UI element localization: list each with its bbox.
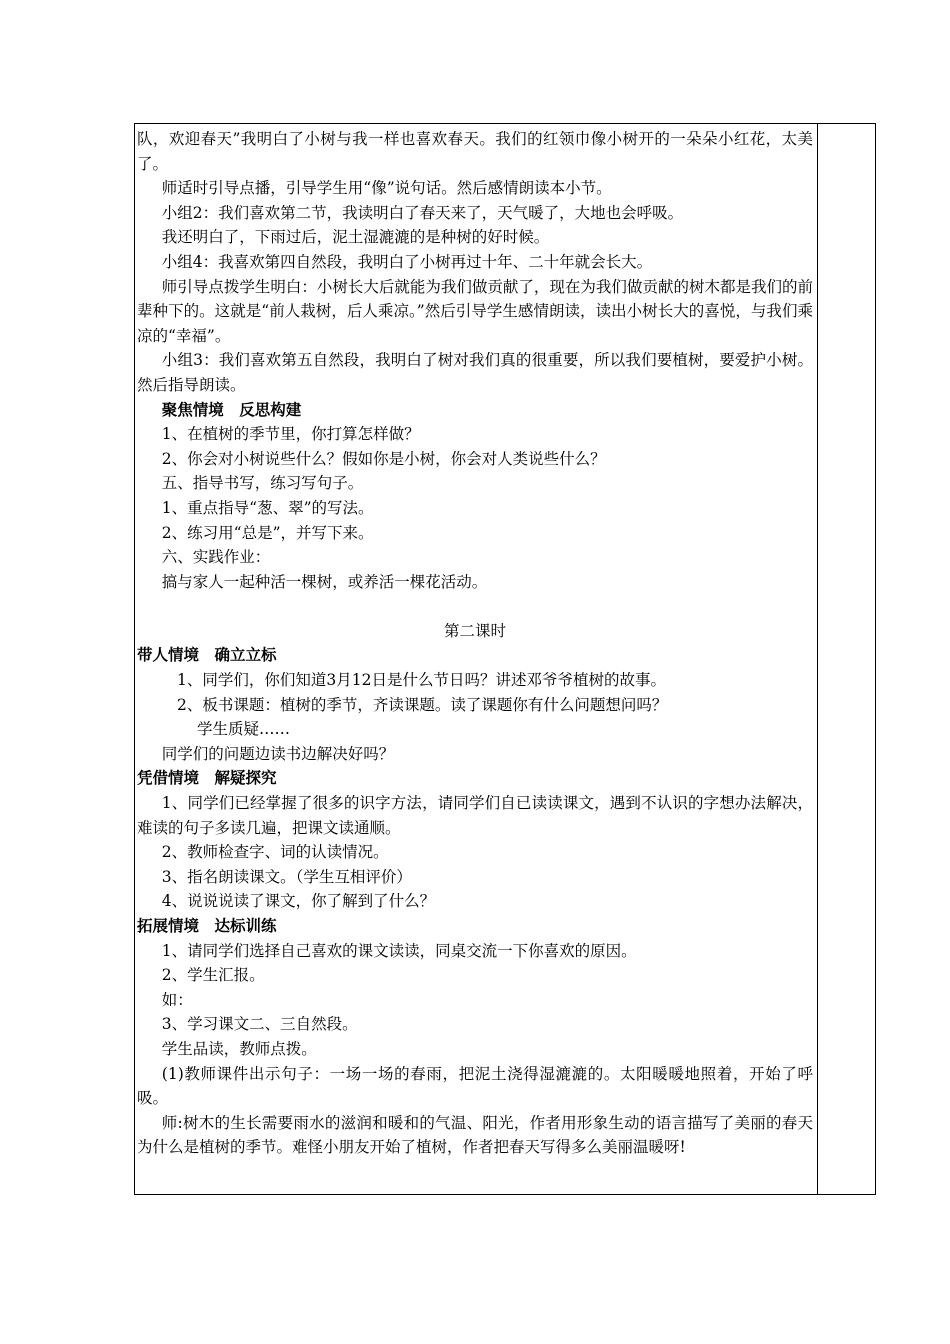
paragraph: 1、重点指导“葱、翠”的写法。 (161, 498, 374, 517)
lesson-content (137, 127, 813, 1160)
paragraph: 2、练习用“总是”，并写下来。 (161, 523, 374, 542)
paragraph: 学生质疑…… (197, 720, 291, 739)
paragraph: 学生品读，教师点拨。 (161, 1039, 317, 1058)
section-heading: 拓展情境 达标训练 (137, 917, 277, 935)
lesson-period-title: 第二课时 (443, 621, 506, 640)
paragraph: 3、学习课文二、三自然段。 (161, 1015, 358, 1034)
paragraph: 同学们的问题边读书边解决好吗？ (161, 744, 395, 763)
section-heading: 聚焦情境 反思构建 (161, 400, 302, 419)
paragraph: 师适时引导点播，引导学生用“像”说句话。然后感情朗读本小节。 (161, 179, 612, 198)
paragraph: 2、你会对小树说些什么？假如你是小树，你会对人类说些什么？ (161, 449, 606, 468)
paragraph: 如： (161, 990, 193, 1009)
paragraph: 1、请同学们选择自己喜欢的课文读读，同桌交流一下你喜欢的原因。 (161, 941, 637, 960)
paragraph: 1、同学们已经掌握了很多的识字方法，请同学们自已读读课文，遇到不认识的字想办法解决，难读的句子多读几遍，把课文读通顺。 (137, 794, 813, 837)
paragraph: 2、教师检查字、词的认读情况。 (161, 843, 389, 862)
paragraph: 小组4：我喜欢第四自然段，我明白了小树再过十年、二十年就会长大。 (161, 252, 653, 271)
paragraph: 五、指导书写，练习写句子。 (161, 474, 364, 493)
paragraph: 搞与家人一起种活一棵树，或养活一棵花活动。 (161, 572, 488, 591)
paragraph: 2、学生汇报。 (161, 966, 265, 985)
paragraph: (1)教师课件出示句子：一场一场的春雨，把泥土浇得湿漉漉的。太阳暖暖地照着，开始了呼吸。 (137, 1064, 813, 1108)
paragraph: 2、板书课题：植树的季节，齐读课题。读了课题你有什么问题想问吗？ (177, 695, 668, 714)
paragraph: 六、实践作业： (161, 548, 271, 567)
paragraph: 师引导点拨学生明白：小树长大后就能为我们做贡献了，现在为我们做贡献的树木都是我们的前辈种下的。这就是“前人栽树，后人乘凉。”然后引导学生感情朗读，读出小树长大的喜悦，与我们乘凉的“幸福”。 (137, 277, 813, 345)
paragraph: 1、同学们，你们知道3月12日是什么节日吗？讲述邓爷爷植树的故事。 (177, 671, 666, 690)
paragraph: 3、指名朗读课文。（学生互相评价） (161, 867, 412, 886)
table-column-divider (817, 123, 818, 1195)
paragraph: 4、说说说读了课文，你了解到了什么？ (161, 892, 436, 911)
paragraph: 师:树木的生长需要雨水的滋润和暖和的气温、阳光，作者用形象生动的语言描写了美丽的春天为什么是植树的季节。难怪小朋友开始了植树，作者把春天写得多么美丽温暖呀! (137, 1113, 813, 1157)
paragraph: 我还明白了，下雨过后，泥土湿漉漉的是种树的好时候。 (161, 228, 550, 247)
paragraph: 小组2：我们喜欢第二节，我读明白了春天来了，天气暖了，大地也会呼吸。 (161, 203, 684, 222)
section-heading: 凭借情境 解疑探究 (137, 769, 277, 788)
paragraph: 队，欢迎春天”我明白了小树与我一样也喜欢春天。我们的红领巾像小树开的一朵朵小红花，太美了。 (137, 130, 813, 173)
paragraph: 1、在植树的季节里，你打算怎样做？ (161, 425, 420, 444)
section-heading: 带人情境 确立立标 (137, 646, 277, 665)
blank-line (137, 594, 813, 619)
paragraph: 小组3：我们喜欢第五自然段，我明白了树对我们真的很重要，所以我们要植树，要爱护小树。然后指导朗读。 (137, 351, 813, 394)
